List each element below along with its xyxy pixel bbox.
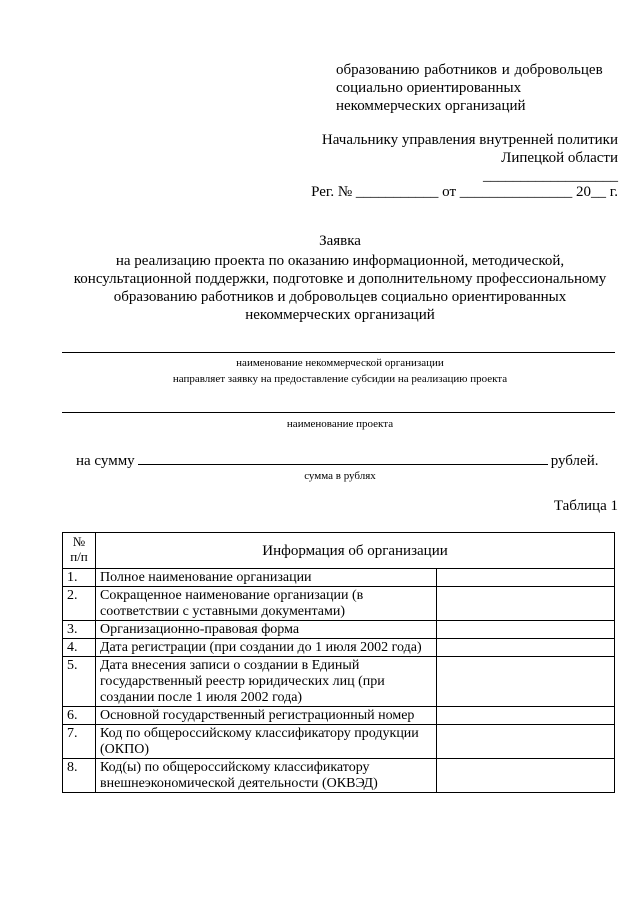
row-number: 6.: [63, 707, 96, 725]
row-number: 4.: [63, 639, 96, 657]
row-number: 2.: [63, 587, 96, 621]
sum-line: [76, 452, 598, 470]
row-value-field[interactable]: [437, 569, 615, 587]
table-row: [63, 657, 615, 707]
row-label: Полное наименование организации: [96, 569, 437, 587]
sum-caption: сумма в рублях: [304, 470, 376, 482]
row-label: Дата регистрации (при создании до 1 июля 2002 года): [96, 639, 437, 657]
subtitle-line: на реализацию проекта по оказанию информационной, методической,: [115, 253, 565, 269]
row-label: Организационно-правовая форма: [96, 621, 437, 639]
row-number: 5.: [63, 657, 96, 707]
header-line: социально ориентированных: [336, 80, 522, 96]
row-value-field[interactable]: [437, 587, 615, 621]
row-label: Код(ы) по общероссийскому классификатору внешнеэкономической деятельности (ОКВЭД): [96, 759, 437, 793]
table-header-row: [63, 533, 615, 569]
table-row: [63, 759, 615, 793]
row-value-field[interactable]: [437, 621, 615, 639]
subtitle-line: образованию работников и добровольцев социально ориентированных: [113, 289, 567, 305]
row-value-field[interactable]: [437, 725, 615, 759]
row-value-field[interactable]: [437, 657, 615, 707]
row-number: 7.: [63, 725, 96, 759]
row-value-field[interactable]: [437, 759, 615, 793]
org-request-caption: направляет заявку на предоставление субсидии на реализацию проекта: [172, 373, 508, 385]
table-row: [63, 639, 615, 657]
table-body: [63, 569, 615, 793]
addressee-blank: __________________: [483, 168, 618, 184]
org-name-field[interactable]: [62, 352, 615, 353]
header-info: Информация об организации: [96, 533, 615, 569]
table-row: [63, 707, 615, 725]
header-line: образованию работников и добровольцев: [336, 62, 603, 78]
project-name-field[interactable]: [62, 412, 615, 413]
registration-line: Рег. № ___________ от _______________ 20__ г.: [311, 184, 618, 200]
addressee-block: [322, 131, 618, 185]
table-row: [63, 587, 615, 621]
row-value-field[interactable]: [437, 639, 615, 657]
addressee-region: Липецкой области: [501, 150, 618, 166]
subtitle-line: консультационной поддержки, подготовке и дополнительному профессиональному: [73, 271, 607, 287]
row-value-field[interactable]: [437, 707, 615, 725]
row-label: Сокращенное наименование организации (в соответствии с уставными документами): [96, 587, 437, 621]
row-number: 8.: [63, 759, 96, 793]
row-label: Основной государственный регистрационный номер: [96, 707, 437, 725]
table-label: Таблица 1: [553, 498, 618, 514]
org-name-caption: наименование некоммерческой организации: [236, 357, 444, 369]
sum-prefix: на сумму: [76, 453, 135, 469]
organization-info-table: [62, 532, 615, 793]
document-subtitle: [40, 252, 640, 324]
addressee-title: Начальнику управления внутренней политики: [321, 132, 618, 148]
row-label: Дата внесения записи о создании в Единый государственный реестр юридических лиц (при создании после 1 июля 2002 года): [96, 657, 437, 707]
sum-field[interactable]: [138, 452, 548, 465]
table-row: [63, 725, 615, 759]
table-row: [63, 569, 615, 587]
row-number: 3.: [63, 621, 96, 639]
table-row: [63, 621, 615, 639]
header-continuation: [336, 61, 603, 115]
project-name-caption: наименование проекта: [286, 418, 394, 430]
document-title: Заявка: [319, 233, 361, 249]
sum-suffix: рублей.: [550, 453, 599, 469]
row-label: Код по общероссийскому классификатору продукции (ОКПО): [96, 725, 437, 759]
subtitle-line: некоммерческих организаций: [245, 307, 435, 323]
header-line: некоммерческих организаций: [336, 98, 526, 114]
row-number: 1.: [63, 569, 96, 587]
header-num: № п/п: [63, 533, 96, 569]
